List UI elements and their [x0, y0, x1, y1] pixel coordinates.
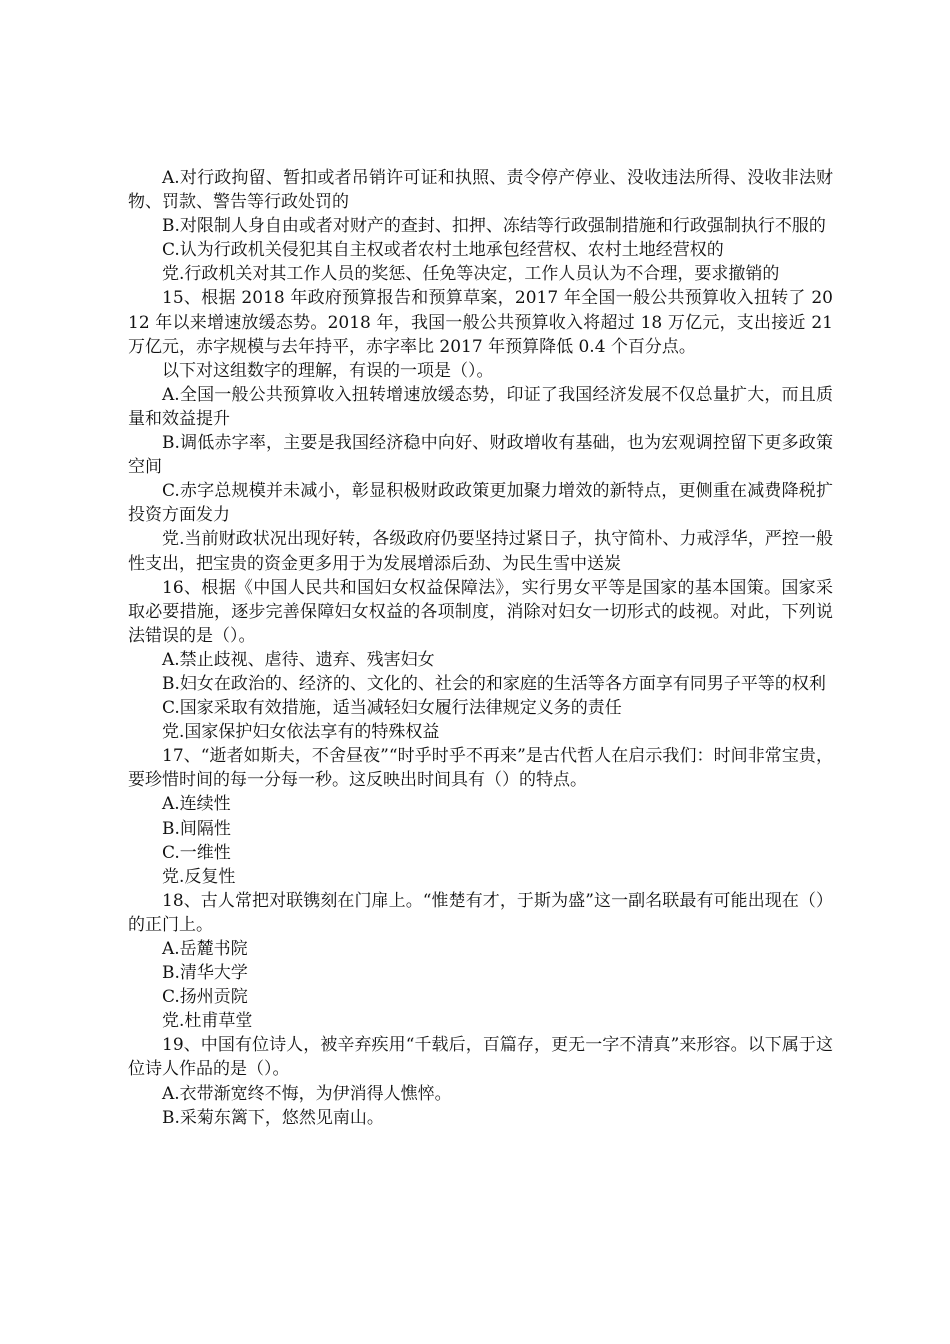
q19-option-b: B.采菊东篱下，悠然见南山。 — [162, 1107, 384, 1128]
question-19-stem: 19、中国有位诗人，被辛弃疾用“千载后，百篇存，更无一字不清真”来形容。以下属于这位诗人作品的是（）。 — [128, 1035, 833, 1080]
q18-option-d: 党.杜甫草堂 — [162, 1011, 253, 1032]
option-b-paragraph: B.对限制人身自由或者对财产的查封、扣押、冻结等行政强制措施和行政强制执行不服的 — [162, 216, 826, 237]
option-d-paragraph: 党.行政机关对其工作人员的奖惩、任免等决定，工作人员认为不合理，要求撤销的 — [162, 264, 780, 285]
option-a-paragraph: A.对行政拘留、暂扣或者吊销许可证和执照、责令停产停业、没收违法所得、没收非法财物、罚款、警告等行政处罚的 — [128, 168, 833, 213]
q15-option-c: C.赤字总规模并未减小，彰显积极财政政策更加聚力增效的新特点，更侧重在减费降税扩投资方面发力 — [128, 481, 833, 526]
q16-option-c: C.国家采取有效措施，适当减轻妇女履行法律规定义务的责任 — [162, 698, 622, 719]
q16-option-b: B.妇女在政治的、经济的、文化的、社会的和家庭的生活等各方面享有同男子平等的权利 — [162, 673, 826, 694]
q16-option-a: A.禁止歧视、虐待、遗弃、残害妇女 — [162, 649, 435, 670]
q15-option-b: B.调低赤字率，主要是我国经济稳中向好、财政增收有基础，也为宏观调控留下更多政策空间 — [128, 433, 833, 478]
question-15-prompt: 以下对这组数字的理解，有误的一项是（）。 — [162, 360, 494, 381]
q15-option-a: A.全国一般公共预算收入扭转增速放缓态势，印证了我国经济发展不仅总量扩大，而且质量和效益提升 — [128, 384, 833, 429]
q17-option-b: B.间隔性 — [162, 818, 231, 839]
document-body — [128, 166, 833, 1130]
option-c-paragraph: C.认为行政机关侵犯其自主权或者农村土地承包经营权、农村土地经营权的 — [162, 240, 724, 261]
q18-option-a: A.岳麓书院 — [162, 939, 248, 959]
q19-option-a: A.衣带渐宽终不悔，为伊消得人憔悴。 — [162, 1083, 452, 1104]
q17-option-d: 党.反复性 — [162, 866, 236, 887]
q18-option-c: C.扬州贡院 — [162, 987, 248, 1008]
q18-option-b: B.清华大学 — [162, 963, 248, 984]
q15-option-d: 党.当前财政状况出现好转，各级政府仍要坚持过紧日子，执守简朴、力戒浮华，严控一般性支出，把宝贵的资金更多用于为发展增添后劲、为民生雪中送炭 — [128, 529, 833, 574]
q16-option-d: 党.国家保护妇女依法享有的特殊权益 — [162, 722, 440, 743]
question-16-stem: 16、根据《中国人民共和国妇女权益保障法》，实行男女平等是国家的基本国策。国家采取必要措施，逐步完善保障妇女权益的各项制度，消除对妇女一切形式的歧视。对此，下列说法错误的是（）。 — [128, 577, 833, 646]
question-15-stem: 15、根据 2018 年政府预算报告和预算草案，2017 年全国一般公共预算收入扭转了 2012 年以来增速放缓态势。2018 年，我国一般公共预算收入将超过 18 万亿元，支出接近 21 万亿元，赤字规模与去年持平，赤字率比 2017 年预算降低 0.4 个百分点。 — [128, 288, 833, 357]
question-17-stem: 17、“逝者如斯夫，不舍昼夜”“时乎时乎不再来”是古代哲人在启示我们：时间非常宝贵，要珍惜时间的每一分每一秒。这反映出时间具有（）的特点。 — [128, 746, 833, 791]
q17-option-c: C.一维性 — [162, 842, 231, 863]
q17-option-a: A.连续性 — [162, 794, 231, 815]
question-18-stem: 18、古人常把对联镌刻在门扉上。“惟楚有才，于斯为盛”这一副名联最有可能出现在（）的正门上。 — [128, 890, 833, 935]
